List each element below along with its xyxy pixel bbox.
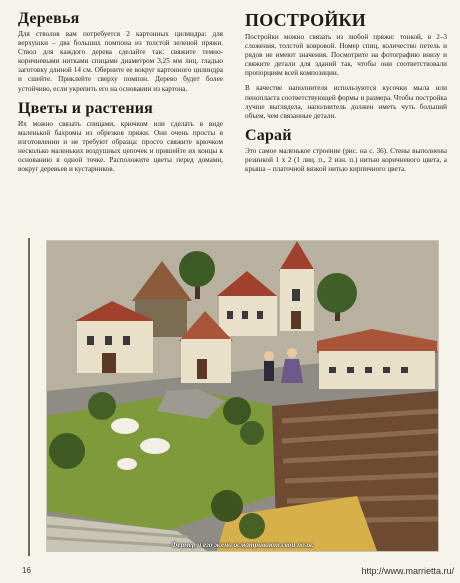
page-number: 16 bbox=[22, 566, 31, 575]
site-url[interactable]: http://www.marrietta.ru/ bbox=[361, 566, 454, 576]
photo-caption: Фермер и его жена осматривают свои поля. bbox=[171, 541, 314, 549]
margin-rule bbox=[28, 238, 30, 556]
text-buildings-2: В качестве наполнителя используются кусочки мыла или пенопласта соответствующей формы и размера. Чтобы постройка лучше выглядела, наполнитель должен иметь чуть больший объем, чем связанные детали. bbox=[245, 84, 447, 120]
text-trees: Для стволов вам потребуется 2 картонных цилиндра: для верхушки – два больших помпона из толстой зеленой пряжи. Ствол для каждого дерева сделайте так: свяжите темно-коричневыми нитками спицами диаметром 3,25 мм лиц. гладью заготовку длиной 14 см. Оберните ее вокруг картонного цилиндра и сшейте. Приклейте сверху помпон. Дерево будет более устойчиво, если укрепить его на основании из картона. bbox=[18, 30, 223, 93]
left-column bbox=[18, 10, 223, 180]
heading-buildings: ПОСТРОЙКИ bbox=[245, 10, 366, 30]
text-barn: Это самое маленькое строение (рис. на с. 36). Стены выполнены резинкой 1 х 2 (1 лиц. п., 2 изн. п.) нитью коричневого цвета, а крыша – платочной вязкой нитью кирпичного цвета. bbox=[245, 146, 447, 174]
heading-trees: Деревья bbox=[18, 10, 80, 27]
photo bbox=[46, 240, 439, 552]
text-flowers: Их можно связать спицами, крючком или сделать в виде маленькой бахромы из обрезков пряжи. Они очень просты в изготовлении и не требуют образца: просто свяжите крючком несколько маленьких воздушных цепочек и пришейте их концы к основанию в одной точке. Расположите цветы перед домами, вокруг деревьев и кустарников. bbox=[18, 119, 223, 174]
heading-barn: Сарай bbox=[245, 126, 292, 144]
knitted-village-illustration bbox=[47, 241, 438, 551]
text-buildings-1: Постройки можно связать из любой пряжи: тонкой, в 2–3 сложения, толстой ковровой. Номер спиц, количество петель и рядов не имеют значения. Посмотрите на фотографию внизу и свяжите детали для зданий так, чтобы они соответствовали пропорциям всей композиции. bbox=[245, 33, 447, 78]
heading-flowers: Цветы и растения bbox=[18, 99, 154, 117]
right-column bbox=[245, 10, 447, 180]
